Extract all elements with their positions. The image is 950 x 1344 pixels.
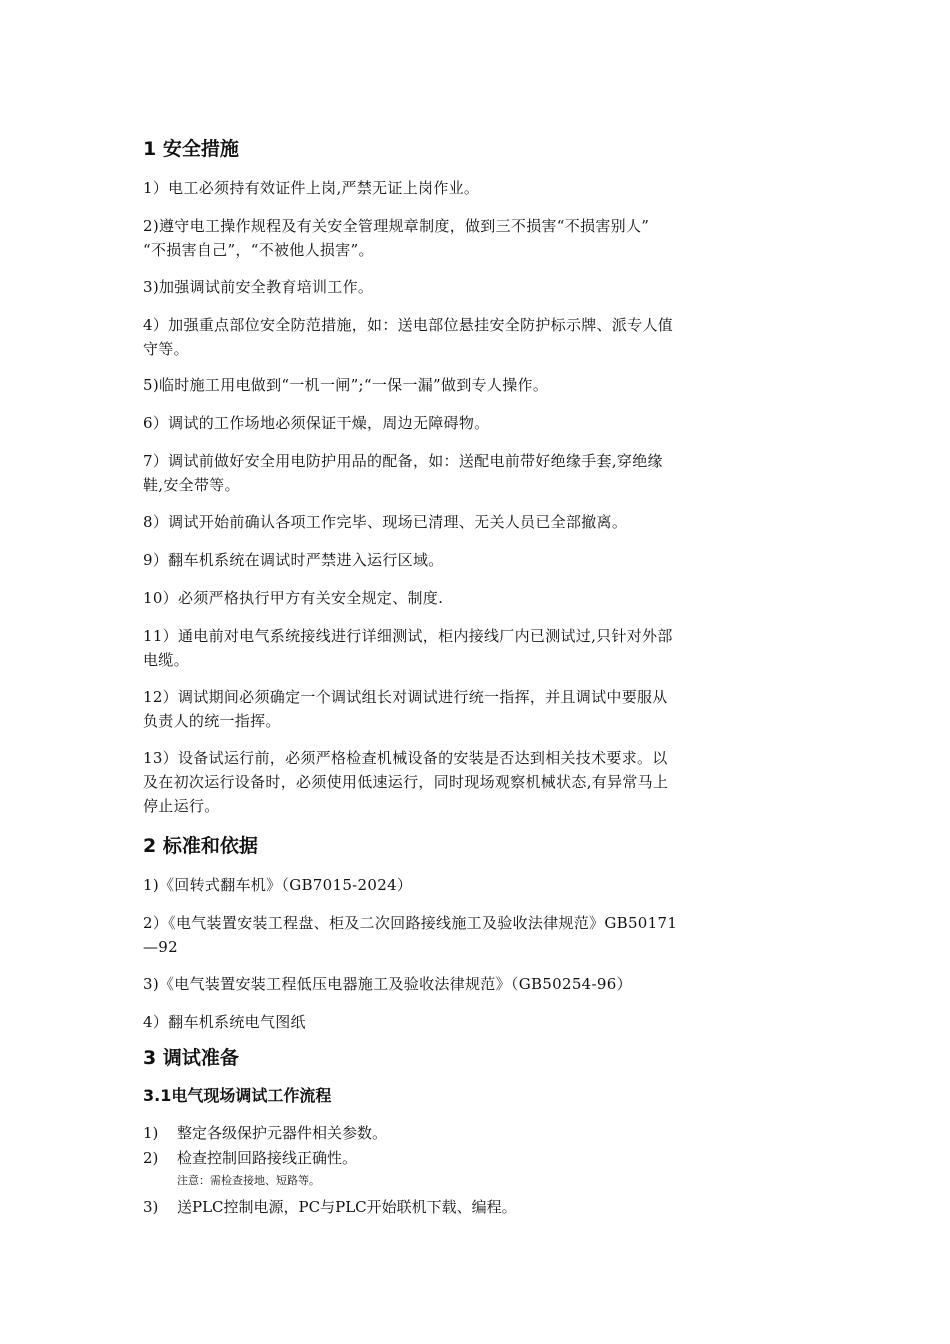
s1-item-3: 3)加强调试前安全教育培训工作。 [143, 278, 374, 296]
s1-item-1: 1）电工必须持有效证件上岗,严禁无证上岗作业。 [143, 179, 480, 197]
s1-item-7: 7）调试前做好安全用电防护用品的配备，如：送配电前带好绝缘手套,穿绝缘 鞋,安全带等。 [143, 452, 663, 494]
s1-item-4: 4）加强重点部位安全防范措施，如：送电部位悬挂安全防护标示牌、派专人值 守等。 [143, 316, 674, 358]
s2-item-1: 1)《回转式翻车机》（GB7015-2024） [143, 876, 413, 894]
s1-item-11: 11）通电前对电气系统接线进行详细测试，柜内接线厂内已测试过,只针对外部 电缆。 [143, 627, 673, 669]
s2-item-3: 3)《电气装置安装工程低压电器施工及验收法律规范》（GB50254-96） [143, 975, 632, 993]
s1-item-8: 8）调试开始前确认各项工作完毕、现场已清理、无关人员已全部撤离。 [143, 513, 628, 531]
s1-item-10: 10）必须严格执行甲方有关安全规定、制度. [143, 589, 444, 607]
s3-list-item-1: 1) 整定各级保护元器件相关参数。 [143, 1124, 388, 1142]
s2-item-2: 2）《电气装置安装工程盘、柜及二次回路接线施工及验收法律规范》GB50171 —92 [143, 914, 678, 956]
s3-note: 注意：需检查接地、短路等。 [177, 1174, 320, 1187]
s1-item-9: 9）翻车机系统在调试时严禁进入运行区域。 [143, 551, 444, 569]
subsection-3-1-heading: 3.1电气现场调试工作流程 [143, 1086, 332, 1105]
s1-item-13: 13）设备试运行前，必须严格检查机械设备的安装是否达到相关技术要求。以 及在初次运行设备时，必须使用低速运行，同时现场观察机械状态,有异常马上 停止运行。 [143, 749, 669, 815]
s2-item-4: 4）翻车机系统电气图纸 [143, 1013, 306, 1031]
s1-item-5: 5)临时施工用电做到“一机一闸”;“一保一漏”做到专人操作。 [143, 376, 549, 394]
s1-item-2: 2)遵守电工操作规程及有关安全管理规章制度，做到三不损害“不损害别人” “不损害自己”，“不被他人损害”。 [143, 217, 650, 259]
s1-item-12: 12）调试期间必须确定一个调试组长对调试进行统一指挥，并且调试中要服从 负责人的统一指挥。 [143, 688, 668, 730]
s3-list-item-3: 3) 送PLC控制电源，PC与PLC开始联机下载、编程。 [143, 1198, 517, 1216]
section-1-heading: 1 安全措施 [143, 138, 239, 160]
s1-item-6: 6）调试的工作场地必须保证干燥，周边无障碍物。 [143, 414, 490, 432]
s3-list-item-2: 2) 检查控制回路接线正确性。 [143, 1149, 358, 1167]
section-3-heading: 3 调试准备 [143, 1047, 239, 1069]
section-2-heading: 2 标准和依据 [143, 835, 258, 857]
